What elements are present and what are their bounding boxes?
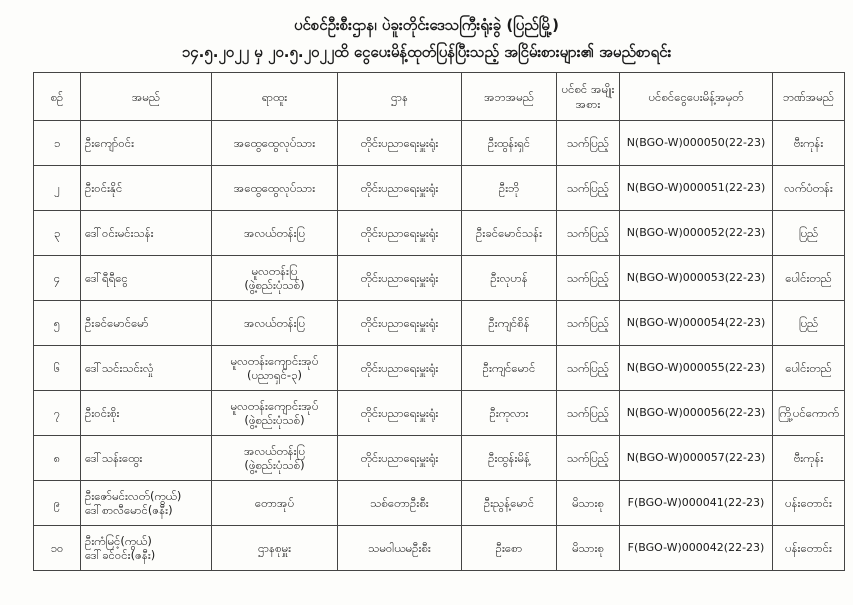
header-pension-order-no: ပင်စင်ငွေပေးမိန့်အမှတ် — [620, 73, 773, 121]
cell-pension-type: သက်ပြည့် — [557, 346, 620, 391]
cell-pension-type: သက်ပြည့် — [557, 166, 620, 211]
cell-rank-line: (ပညာရှင်-၃) — [247, 368, 302, 382]
cell-name: ဒေါ်သန်းထွေး — [81, 436, 212, 481]
cell-bank: ပေါင်းတည် — [773, 346, 845, 391]
header-name: အမည် — [81, 73, 212, 121]
table-row — [34, 166, 845, 211]
cell-father-name: ဦးစော — [462, 526, 557, 571]
cell-father-name: ဦးကုလား — [462, 391, 557, 436]
document-title: ပင်စင်ဦးစီးဌာန၊ ပဲခူးတိုင်းဒေသကြီးရုံးခွဲ (ပြည်မြို့) — [293, 16, 560, 34]
table-row — [34, 256, 845, 301]
cell-bank: ပန်းတောင်း — [773, 526, 845, 571]
cell-father-name: ဦးကျင်မောင် — [462, 346, 557, 391]
cell-pension-order-no: N(BGO-W)000050(22-23) — [620, 121, 773, 166]
cell-bank: ပြည် — [773, 301, 845, 346]
cell-pension-type: သက်ပြည့် — [557, 391, 620, 436]
cell-rank: အထွေထွေလုပ်သား — [212, 166, 338, 211]
cell-name — [81, 481, 212, 526]
cell-pension-type: သက်ပြည့် — [557, 256, 620, 301]
cell-pension-type: သက်ပြည့် — [557, 121, 620, 166]
cell-rank-line: (ဖွဲ့စည်းပုံသစ်) — [244, 278, 305, 292]
table-row — [34, 436, 845, 481]
header-no: စဉ် — [34, 73, 81, 121]
table-row — [34, 526, 845, 571]
cell-pension-order-no: F(BGO-W)000041(22-23) — [620, 481, 773, 526]
cell-name-line: ဦးဇော်မင်းလတ်(ကွယ်) — [85, 489, 182, 503]
document-subtitle: ၁၄.၅.၂၀၂၂ မှ ၂၀.၅.၂၀၂၂ထိ ငွေပေးမိန့်ထုတ်ပြန်ပြီးသည့် အငြိမ်းစားများ၏ အမည်စာရင်း — [181, 43, 672, 61]
cell-name: ဒေါ်သင်းသင်းလှုံ — [81, 346, 212, 391]
cell-department: တိုင်းပညာရေးမှူးရုံး — [338, 211, 462, 256]
cell-name: ဒေါ်ဝင်းမင်းသန်း — [81, 211, 212, 256]
cell-pension-order-no: N(BGO-W)000052(22-23) — [620, 211, 773, 256]
cell-name-line: ဒေါ်ခင်ဝင်း(ဇနီး) — [85, 548, 156, 562]
cell-no: ၄ — [34, 256, 81, 301]
cell-department: တိုင်းပညာရေးမှူးရုံး — [338, 166, 462, 211]
cell-bank: ကြို့ပင်ကောက် — [773, 391, 845, 436]
cell-rank — [212, 256, 338, 301]
header-father-name: အဘအမည် — [462, 73, 557, 121]
cell-no: ၉ — [34, 481, 81, 526]
pensioner-table — [33, 72, 845, 571]
cell-department: သမဝါယမဦးစီး — [338, 526, 462, 571]
cell-father-name: ဦးထွန်းရှင် — [462, 121, 557, 166]
cell-pension-order-no: N(BGO-W)000054(22-23) — [620, 301, 773, 346]
cell-department: တိုင်းပညာရေးမှူးရုံး — [338, 346, 462, 391]
cell-bank: ပြည် — [773, 211, 845, 256]
cell-father-name: ဦးထွန်းမိန့် — [462, 436, 557, 481]
cell-no: ၃ — [34, 211, 81, 256]
cell-rank: အထွေထွေလုပ်သား — [212, 121, 338, 166]
cell-bank: ပေါင်းတည် — [773, 256, 845, 301]
cell-name: ဦးခင်မောင်မော် — [81, 301, 212, 346]
cell-pension-order-no: N(BGO-W)000057(22-23) — [620, 436, 773, 481]
cell-rank-line: (ဖွဲ့စည်းပုံသစ်) — [244, 458, 305, 472]
table-header-row — [34, 73, 845, 121]
cell-name-line: ဦးကံမြင့်(ကွယ်) — [85, 534, 152, 548]
cell-pension-type: မိသားစု — [557, 526, 620, 571]
cell-name: ဦးကျော်ဝင်း — [81, 121, 212, 166]
table-row — [34, 301, 845, 346]
cell-father-name: ဦးညွန့်မောင် — [462, 481, 557, 526]
cell-department: တိုင်းပညာရေးမှူးရုံး — [338, 436, 462, 481]
cell-name — [81, 526, 212, 571]
table-body — [34, 121, 845, 571]
cell-name-line: ဒေါ်စာလီမောင်(ဇနီး) — [85, 503, 173, 517]
cell-father-name: ဦးဘို — [462, 166, 557, 211]
cell-pension-type: သက်ပြည့် — [557, 301, 620, 346]
cell-rank: အလယ်တန်းပြ — [212, 211, 338, 256]
cell-no: ၁၀ — [34, 526, 81, 571]
cell-name: ဦးဝင်းစိုး — [81, 391, 212, 436]
cell-pension-type: မိသားစု — [557, 481, 620, 526]
cell-pension-order-no: F(BGO-W)000042(22-23) — [620, 526, 773, 571]
table-row — [34, 481, 845, 526]
cell-father-name: ဦးလုပာန် — [462, 256, 557, 301]
cell-no: ၅ — [34, 301, 81, 346]
header-rank: ရာထူး — [212, 73, 338, 121]
cell-rank — [212, 346, 338, 391]
cell-name: ဒေါ်ရီရီငွေ — [81, 256, 212, 301]
cell-rank-line: အလယ်တန်းပြ — [243, 444, 306, 458]
cell-rank-line: (ဖွဲ့စည်းပုံသစ်) — [244, 413, 305, 427]
cell-father-name: ဦးကျင်စိန် — [462, 301, 557, 346]
cell-department: တိုင်းပညာရေးမှူးရုံး — [338, 121, 462, 166]
cell-bank: ပန်းတောင်း — [773, 481, 845, 526]
cell-rank: တောအုပ် — [212, 481, 338, 526]
table-row — [34, 346, 845, 391]
cell-no: ၂ — [34, 166, 81, 211]
cell-bank: လက်ပံတန်း — [773, 166, 845, 211]
cell-department: တိုင်းပညာရေးမှူးရုံး — [338, 301, 462, 346]
cell-pension-type: သက်ပြည့် — [557, 436, 620, 481]
cell-rank — [212, 436, 338, 481]
cell-pension-order-no: N(BGO-W)000055(22-23) — [620, 346, 773, 391]
cell-name: ဦးဝင်းနိုင် — [81, 166, 212, 211]
cell-department: တိုင်းပညာရေးမှူးရုံး — [338, 391, 462, 436]
cell-department: သစ်တောဦးစီး — [338, 481, 462, 526]
cell-rank — [212, 391, 338, 436]
header-pension-type: ပင်စင် အမျိုးအစား — [557, 73, 620, 121]
cell-department: တိုင်းပညာရေးမှူးရုံး — [338, 256, 462, 301]
cell-no: ၆ — [34, 346, 81, 391]
cell-bank: ဗီးကုန်း — [773, 121, 845, 166]
cell-father-name: ဦးခင်မောင်သန်း — [462, 211, 557, 256]
header-bank: ဘဏ်အမည် — [773, 73, 845, 121]
cell-no: ၁ — [34, 121, 81, 166]
table-row — [34, 121, 845, 166]
table-row — [34, 211, 845, 256]
cell-rank: ဌာနစုမှူး — [212, 526, 338, 571]
cell-rank-line: မူလတန်းပြ — [251, 264, 298, 278]
header-department: ဌာန — [338, 73, 462, 121]
cell-pension-order-no: N(BGO-W)000051(22-23) — [620, 166, 773, 211]
cell-bank: ဗီးကုန်း — [773, 436, 845, 481]
cell-pension-order-no: N(BGO-W)000056(22-23) — [620, 391, 773, 436]
cell-rank-line: မူလတန်းကျောင်းအုပ် — [230, 399, 319, 413]
cell-no: ၈ — [34, 436, 81, 481]
table-row — [34, 391, 845, 436]
cell-pension-order-no: N(BGO-W)000053(22-23) — [620, 256, 773, 301]
cell-pension-type: သက်ပြည့် — [557, 211, 620, 256]
cell-no: ၇ — [34, 391, 81, 436]
cell-rank: အလယ်တန်းပြ — [212, 301, 338, 346]
cell-rank-line: မူလတန်းကျောင်းအုပ် — [230, 354, 319, 368]
